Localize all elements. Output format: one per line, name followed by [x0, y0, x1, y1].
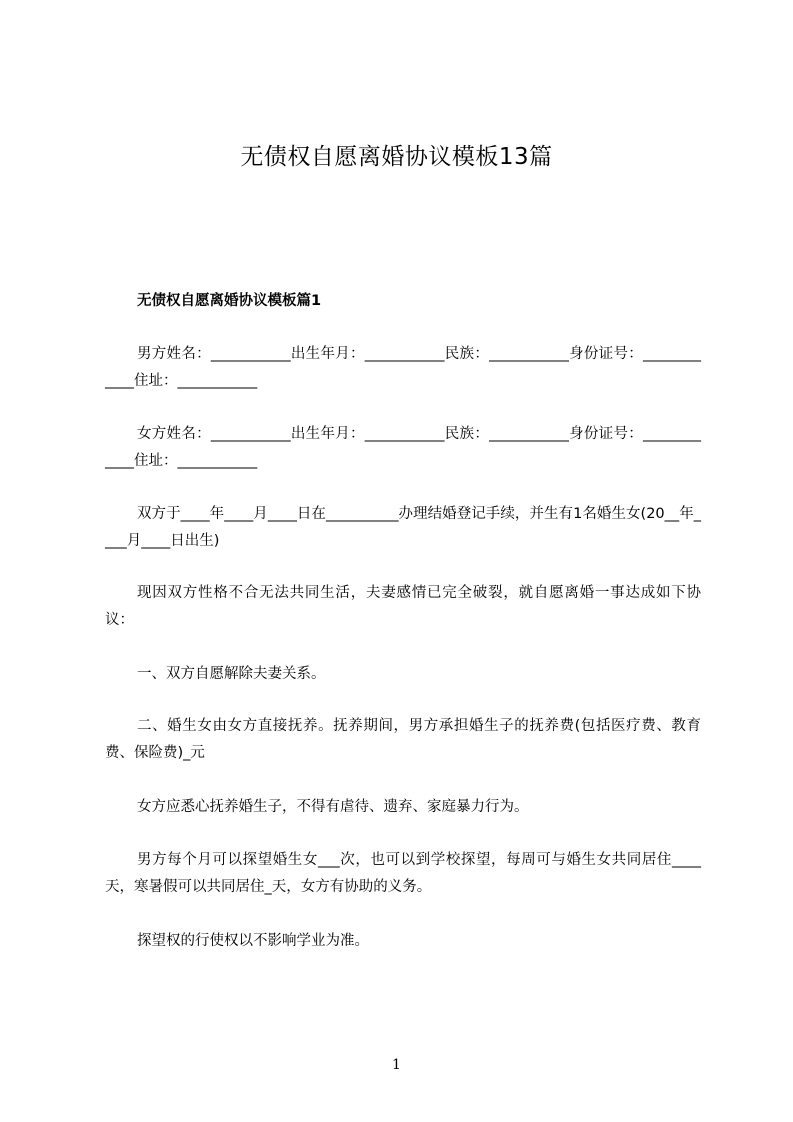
paragraph-clause-1: 一、双方自愿解除夫妻关系。 [137, 666, 326, 682]
paragraph-male-info: 男方姓名：___________出生年月：___________民族：___________身份证号：____________住址：___________ [105, 346, 701, 389]
paragraph-reason: 现因双方性格不合无法共同生活，夫妻感情已完全破裂，就自愿离婚一事达成如下协议： [105, 585, 701, 628]
paragraph-visitation-limit: 探望权的行使权以不影响学业为准。 [137, 933, 369, 949]
paragraph-care-duty: 女方应悉心抚养婚生子，不得有虐待、遗弃、家庭暴力行为。 [137, 799, 529, 815]
document-title: 无债权自愿离婚协议模板13篇 [240, 144, 553, 170]
section-heading: 无债权自愿离婚协议模板篇1 [137, 293, 322, 309]
page-number: 1 [392, 1057, 401, 1073]
paragraph-visitation: 男方每个月可以探望婚生女___次，也可以到学校探望，每周可与婚生女共同居住____天，寒暑假可以共同居住_天，女方有协助的义务。 [105, 852, 701, 895]
paragraph-female-info: 女方姓名：___________出生年月：___________民族：___________身份证号：____________住址：___________ [105, 426, 701, 469]
paragraph-clause-2: 二、婚生女由女方直接抚养。抚养期间，男方承担婚生子的抚养费(包括医疗费、教育费、保险费)_元 [105, 718, 701, 761]
paragraph-marriage-registration: 双方于____年____月____日在__________办理结婚登记手续，并生有1名婚生女(20__年____月____日出生) [105, 506, 701, 549]
